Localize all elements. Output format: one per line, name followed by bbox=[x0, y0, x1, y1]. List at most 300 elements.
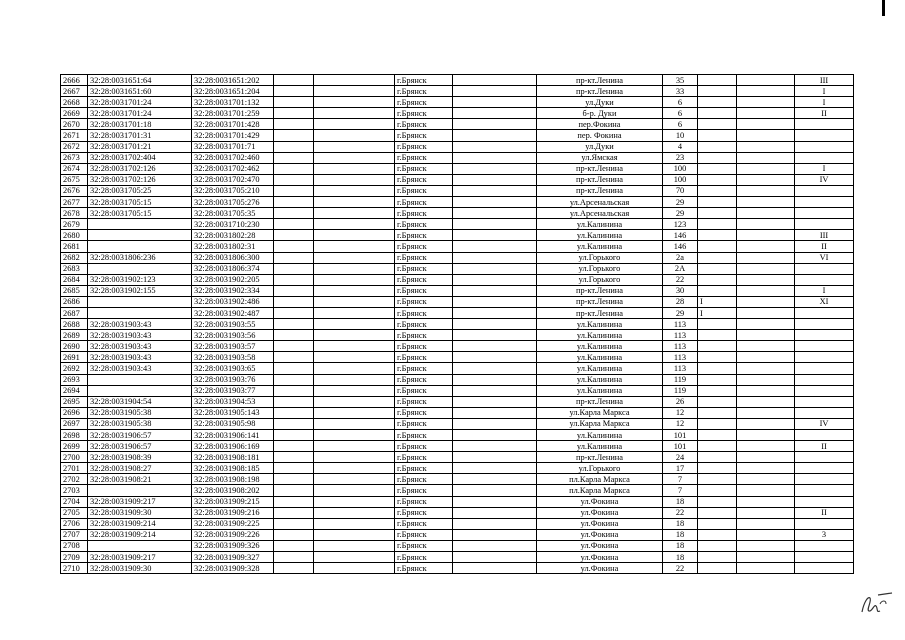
cell-object-cadastral-no: 32:28:0031701:428 bbox=[192, 119, 274, 130]
cell-block bbox=[698, 252, 737, 263]
cell-row-number: 2699 bbox=[61, 441, 88, 452]
cell-block: I bbox=[698, 307, 737, 318]
cell-block bbox=[698, 540, 737, 551]
cell-house: 2А bbox=[663, 263, 698, 274]
cell-category bbox=[795, 452, 854, 463]
cell-category bbox=[795, 540, 854, 551]
cell-block bbox=[698, 263, 737, 274]
cell-empty-1 bbox=[274, 352, 314, 363]
cell-land-cadastral-no bbox=[88, 296, 192, 307]
cell-row-number: 2672 bbox=[61, 141, 88, 152]
cell-row-number: 2697 bbox=[61, 418, 88, 429]
cell-category bbox=[795, 552, 854, 563]
cell-category bbox=[795, 374, 854, 385]
cell-street: ул.Калинина bbox=[537, 319, 663, 330]
cell-street: пр-кт.Ленина bbox=[537, 307, 663, 318]
cell-city: г.Брянск bbox=[395, 407, 453, 418]
cell-object-cadastral-no: 32:28:0031705:210 bbox=[192, 185, 274, 196]
cell-house: 123 bbox=[663, 219, 698, 230]
cell-category bbox=[795, 119, 854, 130]
cell-block bbox=[698, 496, 737, 507]
cell-block bbox=[698, 385, 737, 396]
cell-land-cadastral-no: 32:28:0031701:18 bbox=[88, 119, 192, 130]
cell-object-cadastral-no: 32:28:0031902:487 bbox=[192, 307, 274, 318]
cell-empty-3 bbox=[453, 130, 537, 141]
cell-empty-2 bbox=[314, 552, 395, 563]
cell-house: 24 bbox=[663, 452, 698, 463]
cell-object-cadastral-no: 32:28:0031903:56 bbox=[192, 330, 274, 341]
cell-block bbox=[698, 141, 737, 152]
cell-street: пл.Карла Маркса bbox=[537, 474, 663, 485]
cell-house: 70 bbox=[663, 185, 698, 196]
cell-empty-3 bbox=[453, 496, 537, 507]
cell-street: ул.Карла Маркса bbox=[537, 407, 663, 418]
cell-street: ул.Горького bbox=[537, 463, 663, 474]
cell-street: ул.Горького bbox=[537, 263, 663, 274]
cell-block bbox=[698, 230, 737, 241]
cell-city: г.Брянск bbox=[395, 363, 453, 374]
handwritten-signature bbox=[856, 586, 896, 616]
cell-empty-3 bbox=[453, 208, 537, 219]
cell-house: 4 bbox=[663, 141, 698, 152]
cell-block bbox=[698, 474, 737, 485]
cell-land-cadastral-no bbox=[88, 263, 192, 274]
cell-empty-3 bbox=[453, 230, 537, 241]
cell-empty-3 bbox=[453, 274, 537, 285]
cell-empty-2 bbox=[314, 319, 395, 330]
cell-land-cadastral-no bbox=[88, 219, 192, 230]
cell-empty-3 bbox=[453, 563, 537, 574]
cell-city: г.Брянск bbox=[395, 141, 453, 152]
cell-empty-1 bbox=[274, 441, 314, 452]
cell-city: г.Брянск bbox=[395, 263, 453, 274]
cell-empty-4 bbox=[737, 285, 795, 296]
cell-object-cadastral-no: 32:28:0031909:226 bbox=[192, 529, 274, 540]
cell-city: г.Брянск bbox=[395, 474, 453, 485]
cell-empty-2 bbox=[314, 474, 395, 485]
table-row bbox=[61, 352, 854, 363]
cell-empty-1 bbox=[274, 174, 314, 185]
cell-land-cadastral-no bbox=[88, 307, 192, 318]
cell-empty-1 bbox=[274, 252, 314, 263]
cell-category bbox=[795, 385, 854, 396]
cell-block bbox=[698, 285, 737, 296]
cell-category bbox=[795, 518, 854, 529]
cell-empty-3 bbox=[453, 352, 537, 363]
cell-block bbox=[698, 197, 737, 208]
cell-house: 18 bbox=[663, 496, 698, 507]
cell-row-number: 2694 bbox=[61, 385, 88, 396]
cell-street: ул.Калинина bbox=[537, 241, 663, 252]
cell-empty-1 bbox=[274, 330, 314, 341]
table-row bbox=[61, 430, 854, 441]
cell-empty-3 bbox=[453, 163, 537, 174]
cell-street: ул.Калинина bbox=[537, 374, 663, 385]
cell-empty-2 bbox=[314, 363, 395, 374]
property-register-table bbox=[60, 74, 854, 574]
cell-empty-3 bbox=[453, 341, 537, 352]
table-row bbox=[61, 197, 854, 208]
cell-empty-2 bbox=[314, 75, 395, 86]
table-row bbox=[61, 119, 854, 130]
cell-empty-1 bbox=[274, 540, 314, 551]
cell-object-cadastral-no: 32:28:0031701:132 bbox=[192, 97, 274, 108]
cell-block: I bbox=[698, 296, 737, 307]
cell-row-number: 2679 bbox=[61, 219, 88, 230]
cell-land-cadastral-no bbox=[88, 385, 192, 396]
cell-empty-4 bbox=[737, 540, 795, 551]
cell-empty-3 bbox=[453, 474, 537, 485]
cell-empty-4 bbox=[737, 219, 795, 230]
cell-block bbox=[698, 518, 737, 529]
cell-house: 26 bbox=[663, 396, 698, 407]
cell-object-cadastral-no: 32:28:0031702:462 bbox=[192, 163, 274, 174]
cell-block bbox=[698, 529, 737, 540]
cell-block bbox=[698, 274, 737, 285]
cell-block bbox=[698, 319, 737, 330]
cell-house: 10 bbox=[663, 130, 698, 141]
cell-row-number: 2693 bbox=[61, 374, 88, 385]
cell-street: пр-кт.Ленина bbox=[537, 452, 663, 463]
cell-house: 113 bbox=[663, 363, 698, 374]
table-row bbox=[61, 285, 854, 296]
cell-object-cadastral-no: 32:28:0031702:460 bbox=[192, 152, 274, 163]
cell-empty-3 bbox=[453, 363, 537, 374]
cell-category: VI bbox=[795, 252, 854, 263]
cell-block bbox=[698, 185, 737, 196]
cell-empty-2 bbox=[314, 374, 395, 385]
cell-empty-3 bbox=[453, 319, 537, 330]
cell-category bbox=[795, 474, 854, 485]
table-row bbox=[61, 374, 854, 385]
cell-row-number: 2685 bbox=[61, 285, 88, 296]
cell-empty-2 bbox=[314, 97, 395, 108]
cell-empty-3 bbox=[453, 152, 537, 163]
cell-land-cadastral-no: 32:28:0031651:60 bbox=[88, 86, 192, 97]
cell-house: 12 bbox=[663, 418, 698, 429]
cell-empty-2 bbox=[314, 330, 395, 341]
cell-city: г.Брянск bbox=[395, 86, 453, 97]
cell-city: г.Брянск bbox=[395, 285, 453, 296]
cell-empty-4 bbox=[737, 174, 795, 185]
cell-land-cadastral-no: 32:28:0031705:15 bbox=[88, 197, 192, 208]
cell-land-cadastral-no: 32:28:0031908:21 bbox=[88, 474, 192, 485]
cell-row-number: 2696 bbox=[61, 407, 88, 418]
cell-street: пер.Фокина bbox=[537, 119, 663, 130]
cell-empty-2 bbox=[314, 529, 395, 540]
table-row bbox=[61, 330, 854, 341]
cell-empty-4 bbox=[737, 430, 795, 441]
cell-empty-1 bbox=[274, 341, 314, 352]
cell-row-number: 2681 bbox=[61, 241, 88, 252]
cell-empty-4 bbox=[737, 529, 795, 540]
cell-city: г.Брянск bbox=[395, 374, 453, 385]
cell-object-cadastral-no: 32:28:0031651:204 bbox=[192, 86, 274, 97]
cell-street: пр-кт.Ленина bbox=[537, 174, 663, 185]
table-row bbox=[61, 97, 854, 108]
cell-empty-4 bbox=[737, 352, 795, 363]
cell-house: 119 bbox=[663, 374, 698, 385]
cell-category: IV bbox=[795, 418, 854, 429]
cell-empty-1 bbox=[274, 485, 314, 496]
cell-empty-3 bbox=[453, 296, 537, 307]
cell-block bbox=[698, 108, 737, 119]
cell-block bbox=[698, 130, 737, 141]
cell-street: ул.Горького bbox=[537, 274, 663, 285]
cell-city: г.Брянск bbox=[395, 463, 453, 474]
cell-street: ул.Калинина bbox=[537, 330, 663, 341]
cell-land-cadastral-no: 32:28:0031903:43 bbox=[88, 319, 192, 330]
cell-object-cadastral-no: 32:28:0031908:202 bbox=[192, 485, 274, 496]
cell-row-number: 2692 bbox=[61, 363, 88, 374]
cell-row-number: 2677 bbox=[61, 197, 88, 208]
cell-object-cadastral-no: 32:28:0031909:326 bbox=[192, 540, 274, 551]
table-row bbox=[61, 141, 854, 152]
cell-object-cadastral-no: 32:28:0031909:328 bbox=[192, 563, 274, 574]
cell-empty-3 bbox=[453, 252, 537, 263]
cell-street: ул.Калинина bbox=[537, 430, 663, 441]
cell-object-cadastral-no: 32:28:0031909:327 bbox=[192, 552, 274, 563]
cell-empty-1 bbox=[274, 263, 314, 274]
cell-category: I bbox=[795, 285, 854, 296]
table-row bbox=[61, 407, 854, 418]
cell-row-number: 2673 bbox=[61, 152, 88, 163]
cell-empty-4 bbox=[737, 396, 795, 407]
cell-house: 17 bbox=[663, 463, 698, 474]
cell-empty-2 bbox=[314, 197, 395, 208]
cell-street: пр-кт.Ленина bbox=[537, 296, 663, 307]
cell-category bbox=[795, 130, 854, 141]
cell-empty-2 bbox=[314, 130, 395, 141]
page-edge-mark bbox=[882, 0, 885, 16]
cell-street: ул.Фокина bbox=[537, 507, 663, 518]
cell-empty-1 bbox=[274, 75, 314, 86]
cell-street: ул.Фокина bbox=[537, 496, 663, 507]
cell-city: г.Брянск bbox=[395, 352, 453, 363]
cell-empty-4 bbox=[737, 563, 795, 574]
cell-land-cadastral-no: 32:28:0031702:126 bbox=[88, 163, 192, 174]
cell-category bbox=[795, 430, 854, 441]
cell-empty-4 bbox=[737, 230, 795, 241]
cell-row-number: 2702 bbox=[61, 474, 88, 485]
cell-house: 113 bbox=[663, 330, 698, 341]
cell-land-cadastral-no: 32:28:0031904:54 bbox=[88, 396, 192, 407]
cell-category bbox=[795, 274, 854, 285]
cell-empty-2 bbox=[314, 518, 395, 529]
table-row bbox=[61, 418, 854, 429]
cell-row-number: 2708 bbox=[61, 540, 88, 551]
cell-house: 35 bbox=[663, 75, 698, 86]
cell-empty-1 bbox=[274, 563, 314, 574]
cell-empty-4 bbox=[737, 274, 795, 285]
cell-empty-4 bbox=[737, 418, 795, 429]
cell-empty-3 bbox=[453, 307, 537, 318]
cell-category bbox=[795, 185, 854, 196]
cell-city: г.Брянск bbox=[395, 241, 453, 252]
table-row bbox=[61, 441, 854, 452]
cell-category bbox=[795, 407, 854, 418]
cell-category: III bbox=[795, 230, 854, 241]
cell-empty-3 bbox=[453, 452, 537, 463]
cell-city: г.Брянск bbox=[395, 230, 453, 241]
cell-empty-3 bbox=[453, 374, 537, 385]
cell-empty-2 bbox=[314, 396, 395, 407]
cell-empty-4 bbox=[737, 130, 795, 141]
cell-row-number: 2700 bbox=[61, 452, 88, 463]
cell-category: IV bbox=[795, 174, 854, 185]
cell-empty-4 bbox=[737, 341, 795, 352]
cell-empty-2 bbox=[314, 563, 395, 574]
cell-block bbox=[698, 363, 737, 374]
cell-empty-3 bbox=[453, 518, 537, 529]
cell-block bbox=[698, 507, 737, 518]
cell-empty-1 bbox=[274, 97, 314, 108]
cell-row-number: 2698 bbox=[61, 430, 88, 441]
cell-row-number: 2682 bbox=[61, 252, 88, 263]
cell-house: 146 bbox=[663, 230, 698, 241]
cell-empty-3 bbox=[453, 407, 537, 418]
cell-city: г.Брянск bbox=[395, 552, 453, 563]
cell-empty-2 bbox=[314, 540, 395, 551]
cell-city: г.Брянск bbox=[395, 507, 453, 518]
cell-object-cadastral-no: 32:28:0031701:429 bbox=[192, 130, 274, 141]
cell-category: 3 bbox=[795, 529, 854, 540]
cell-empty-2 bbox=[314, 452, 395, 463]
cell-object-cadastral-no: 32:28:0031651:202 bbox=[192, 75, 274, 86]
cell-category bbox=[795, 341, 854, 352]
cell-empty-1 bbox=[274, 363, 314, 374]
cell-land-cadastral-no: 32:28:0031902:123 bbox=[88, 274, 192, 285]
cell-street: ул.Фокина bbox=[537, 563, 663, 574]
cell-land-cadastral-no: 32:28:0031903:43 bbox=[88, 330, 192, 341]
cell-house: 30 bbox=[663, 285, 698, 296]
cell-city: г.Брянск bbox=[395, 341, 453, 352]
cell-block bbox=[698, 241, 737, 252]
table-row bbox=[61, 529, 854, 540]
cell-category: I bbox=[795, 163, 854, 174]
cell-object-cadastral-no: 32:28:0031902:334 bbox=[192, 285, 274, 296]
cell-row-number: 2707 bbox=[61, 529, 88, 540]
cell-empty-2 bbox=[314, 208, 395, 219]
cell-empty-2 bbox=[314, 341, 395, 352]
cell-land-cadastral-no: 32:28:0031909:217 bbox=[88, 496, 192, 507]
cell-block bbox=[698, 463, 737, 474]
table-row bbox=[61, 474, 854, 485]
cell-block bbox=[698, 407, 737, 418]
cell-empty-2 bbox=[314, 307, 395, 318]
cell-empty-4 bbox=[737, 197, 795, 208]
cell-category: III bbox=[795, 75, 854, 86]
cell-city: г.Брянск bbox=[395, 197, 453, 208]
cell-row-number: 2680 bbox=[61, 230, 88, 241]
cell-house: 7 bbox=[663, 474, 698, 485]
cell-category bbox=[795, 219, 854, 230]
cell-empty-4 bbox=[737, 185, 795, 196]
cell-empty-2 bbox=[314, 152, 395, 163]
cell-house: 22 bbox=[663, 507, 698, 518]
cell-object-cadastral-no: 32:28:0031904:53 bbox=[192, 396, 274, 407]
cell-house: 29 bbox=[663, 307, 698, 318]
cell-row-number: 2695 bbox=[61, 396, 88, 407]
cell-empty-3 bbox=[453, 141, 537, 152]
cell-empty-1 bbox=[274, 518, 314, 529]
cell-empty-4 bbox=[737, 241, 795, 252]
cell-land-cadastral-no: 32:28:0031903:43 bbox=[88, 341, 192, 352]
table-row bbox=[61, 307, 854, 318]
cell-empty-3 bbox=[453, 97, 537, 108]
cell-empty-3 bbox=[453, 463, 537, 474]
cell-empty-1 bbox=[274, 208, 314, 219]
table-row bbox=[61, 485, 854, 496]
cell-empty-3 bbox=[453, 108, 537, 119]
cell-object-cadastral-no: 32:28:0031909:216 bbox=[192, 507, 274, 518]
cell-block bbox=[698, 441, 737, 452]
table-row bbox=[61, 130, 854, 141]
cell-street: пр-кт.Ленина bbox=[537, 163, 663, 174]
cell-empty-4 bbox=[737, 119, 795, 130]
cell-category bbox=[795, 485, 854, 496]
cell-empty-4 bbox=[737, 485, 795, 496]
cell-category bbox=[795, 197, 854, 208]
cell-category bbox=[795, 363, 854, 374]
cell-empty-2 bbox=[314, 296, 395, 307]
cell-row-number: 2667 bbox=[61, 86, 88, 97]
cell-empty-3 bbox=[453, 529, 537, 540]
table-row bbox=[61, 163, 854, 174]
cell-street: пр-кт.Ленина bbox=[537, 185, 663, 196]
cell-empty-1 bbox=[274, 197, 314, 208]
cell-land-cadastral-no: 32:28:0031906:57 bbox=[88, 430, 192, 441]
cell-object-cadastral-no: 32:28:0031701:71 bbox=[192, 141, 274, 152]
cell-street: ул.Калинина bbox=[537, 341, 663, 352]
cell-empty-1 bbox=[274, 507, 314, 518]
cell-block bbox=[698, 119, 737, 130]
cell-empty-4 bbox=[737, 518, 795, 529]
cell-block bbox=[698, 452, 737, 463]
table-row bbox=[61, 174, 854, 185]
table-row bbox=[61, 552, 854, 563]
cell-block bbox=[698, 563, 737, 574]
cell-empty-1 bbox=[274, 119, 314, 130]
cell-category: I bbox=[795, 86, 854, 97]
cell-house: 7 bbox=[663, 485, 698, 496]
cell-city: г.Брянск bbox=[395, 452, 453, 463]
cell-empty-4 bbox=[737, 507, 795, 518]
cell-block bbox=[698, 430, 737, 441]
cell-empty-1 bbox=[274, 474, 314, 485]
table-row bbox=[61, 518, 854, 529]
cell-city: г.Брянск bbox=[395, 185, 453, 196]
cell-row-number: 2701 bbox=[61, 463, 88, 474]
table-row bbox=[61, 463, 854, 474]
cell-empty-4 bbox=[737, 75, 795, 86]
cell-street: ул.Калинина bbox=[537, 219, 663, 230]
table-row bbox=[61, 563, 854, 574]
cell-empty-1 bbox=[274, 230, 314, 241]
cell-object-cadastral-no: 32:28:0031806:300 bbox=[192, 252, 274, 263]
cell-category bbox=[795, 396, 854, 407]
cell-row-number: 2670 bbox=[61, 119, 88, 130]
cell-empty-3 bbox=[453, 396, 537, 407]
cell-street: ул.Калинина bbox=[537, 230, 663, 241]
cell-empty-3 bbox=[453, 330, 537, 341]
cell-row-number: 2686 bbox=[61, 296, 88, 307]
cell-category bbox=[795, 352, 854, 363]
cell-category bbox=[795, 152, 854, 163]
cell-city: г.Брянск bbox=[395, 152, 453, 163]
cell-street: ул.Калинина bbox=[537, 363, 663, 374]
cell-object-cadastral-no: 32:28:0031905:143 bbox=[192, 407, 274, 418]
